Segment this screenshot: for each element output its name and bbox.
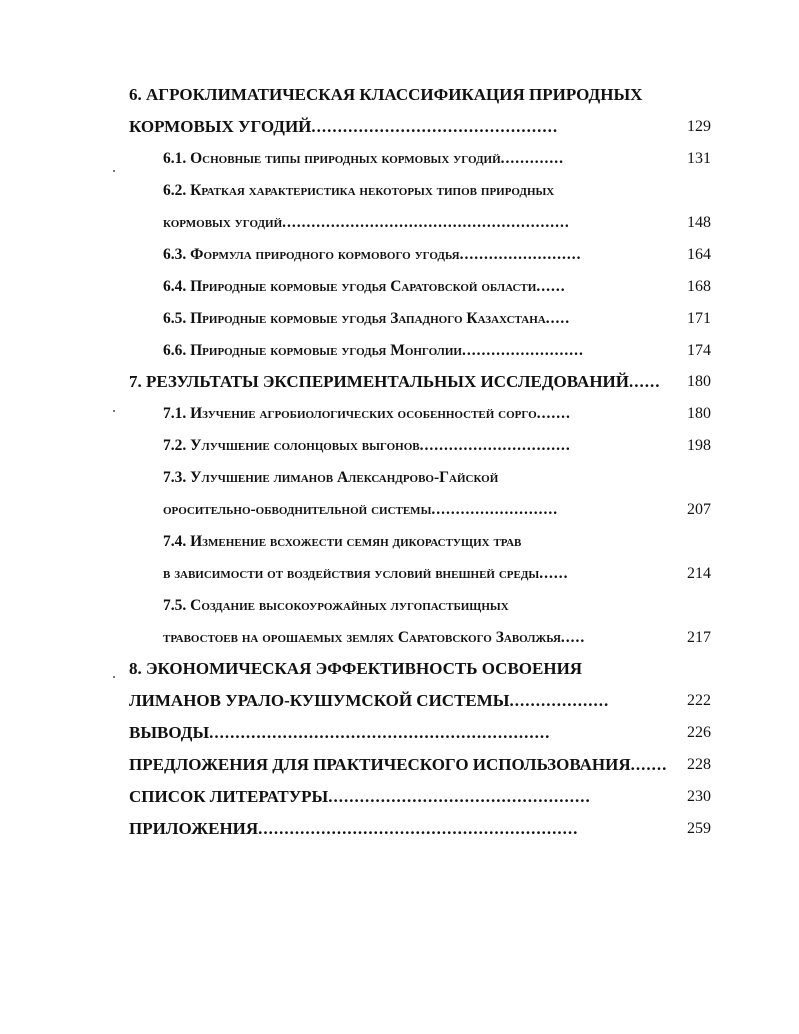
toc-page-number: 217 [687, 629, 711, 646]
toc-entry-text: 8. ЭКОНОМИЧЕСКАЯ ЭФФЕКТИВНОСТЬ ОСВОЕНИЯ [129, 659, 583, 678]
toc-entry-text: 7.2. Улучшение солонцовых выгонов [163, 437, 420, 454]
toc-page-number: 129 [687, 118, 711, 135]
toc-dots: ................................................................. [209, 723, 551, 742]
toc-page-number: 259 [687, 820, 711, 837]
toc-dots: ..... [545, 310, 571, 327]
toc-dots: ......................... [461, 342, 584, 359]
toc-entry-6-2-title [163, 180, 678, 202]
toc-dots: ..... [560, 629, 586, 646]
toc-entry-text: ВЫВОДЫ [129, 723, 210, 742]
toc-entry-text: 7.4. Изменение всхожести семян дикорастущих трав [163, 533, 522, 550]
toc-entry-7-3-title [163, 467, 673, 489]
toc-page-number: 164 [687, 246, 711, 263]
toc-entry-text: в зависимости от воздействия условий внешней среды [163, 565, 540, 582]
toc-page-number: 222 [687, 692, 711, 709]
toc-entry-text: оросительно-обводнительной системы [163, 501, 432, 518]
toc-dots: ......................... [459, 246, 582, 263]
toc-entry-7-5 [163, 627, 673, 649]
toc-page-number: 228 [687, 756, 711, 773]
toc-entry-6-2 [163, 212, 673, 234]
toc-entry-text: травостоев на орошаемых землях Саратовского Заволжья [163, 629, 561, 646]
toc-entry-6-5 [163, 308, 673, 330]
toc-entry-text: СПИСОК ЛИТЕРАТУРЫ [129, 787, 329, 806]
toc-dots: ............................................... [311, 117, 559, 136]
toc-entry-text: кормовых угодий [163, 214, 283, 231]
toc-entry-7-1 [163, 403, 673, 425]
toc-entry-text: КОРМОВЫХ УГОДИЙ [129, 117, 312, 136]
toc-entry-text: 6.4. Природные кормовые угодья Саратовской области [163, 278, 537, 295]
toc-page-number: 226 [687, 724, 711, 741]
toc-entry-text: ПРЕДЛОЖЕНИЯ ДЛЯ ПРАКТИЧЕСКОГО ИСПОЛЬЗОВАНИЯ [129, 755, 631, 774]
toc-dots: .................................................. [328, 787, 591, 806]
toc-entry-chapter-6 [129, 116, 674, 138]
toc-entry-text: 6.1. Основные типы природных кормовых угодий [163, 150, 501, 167]
toc-page-number: 131 [687, 150, 711, 167]
toc-entry-conclusions [129, 722, 674, 744]
toc-entry-text: 6. АГРОКЛИМАТИЧЕСКАЯ КЛАССИФИКАЦИЯ ПРИРОДНЫХ [129, 85, 643, 104]
toc-page-number: 214 [687, 565, 711, 582]
toc-page-number: 171 [687, 310, 711, 327]
toc-page-number: 174 [687, 342, 711, 359]
toc-dots: ....... [536, 405, 571, 422]
toc-dots: ............. [500, 150, 565, 167]
toc-page-number: 168 [687, 278, 711, 295]
toc-dots: ................... [509, 691, 610, 710]
scan-speck [113, 170, 115, 172]
toc-page-number: 148 [687, 214, 711, 231]
toc-page-number: 180 [687, 373, 711, 390]
toc-entry-6-3 [163, 244, 673, 266]
toc-dots: ....... [630, 755, 668, 774]
toc-page-number: 180 [687, 405, 711, 422]
toc-page-number: 207 [687, 501, 711, 518]
scan-speck [113, 676, 115, 678]
toc-entry-chapter-8-title [129, 658, 679, 680]
toc-entry-text: 6.3. Формула природного кормового угодья [163, 246, 460, 263]
scan-speck [113, 410, 115, 412]
toc-page-number: 230 [687, 788, 711, 805]
toc-dots: ...... [629, 372, 661, 391]
toc-entry-text: 6.5. Природные кормовые угодья Западного Казахстана [163, 310, 546, 327]
toc-entry-text: 6.6. Природные кормовые угодья Монголии [163, 342, 462, 359]
toc-entry-proposals [129, 754, 674, 776]
toc-entry-text: 7.1. Изучение агробиологических особенностей сорго [163, 405, 537, 422]
toc-dots: .......................... [431, 501, 559, 518]
toc-entry-text: ПРИЛОЖЕНИЯ [129, 819, 259, 838]
toc-entry-7-4 [163, 563, 673, 585]
toc-entry-7-4-title [163, 531, 673, 553]
toc-entry-chapter-7 [129, 371, 674, 393]
toc-dots: ............................................................. [258, 819, 579, 838]
toc-dots: ...... [539, 565, 569, 582]
toc-entry-text: 7.5. Создание высокоурожайных лугопастбищных [163, 597, 509, 614]
toc-entry-6-6 [163, 340, 673, 362]
toc-entry-6-1 [163, 148, 673, 170]
toc-entry-text: 6.2. Краткая характеристика некоторых типов природных [163, 182, 555, 199]
toc-entry-text: 7. РЕЗУЛЬТАТЫ ЭКСПЕРИМЕНТАЛЬНЫХ ИССЛЕДОВАНИЙ [129, 372, 629, 391]
toc-dots: ...... [536, 278, 566, 295]
toc-entry-7-2 [163, 435, 673, 457]
toc-dots: ............................... [419, 437, 571, 454]
toc-entry-references [129, 786, 674, 808]
toc-page-number: 198 [687, 437, 711, 454]
toc-entry-text: 7.3. Улучшение лиманов Александрово-Гайской [163, 469, 499, 486]
toc-entry-chapter-8 [129, 690, 674, 712]
toc-entry-chapter-6-title [129, 84, 679, 106]
toc-entry-text: ЛИМАНОВ УРАЛО-КУШУМСКОЙ СИСТЕМЫ [129, 691, 510, 710]
toc-entry-7-5-title [163, 595, 673, 617]
toc-entry-6-4 [163, 276, 673, 298]
toc-entry-7-3 [163, 499, 673, 521]
toc-entry-appendices [129, 818, 674, 840]
toc-dots: ........................................................... [282, 214, 570, 231]
